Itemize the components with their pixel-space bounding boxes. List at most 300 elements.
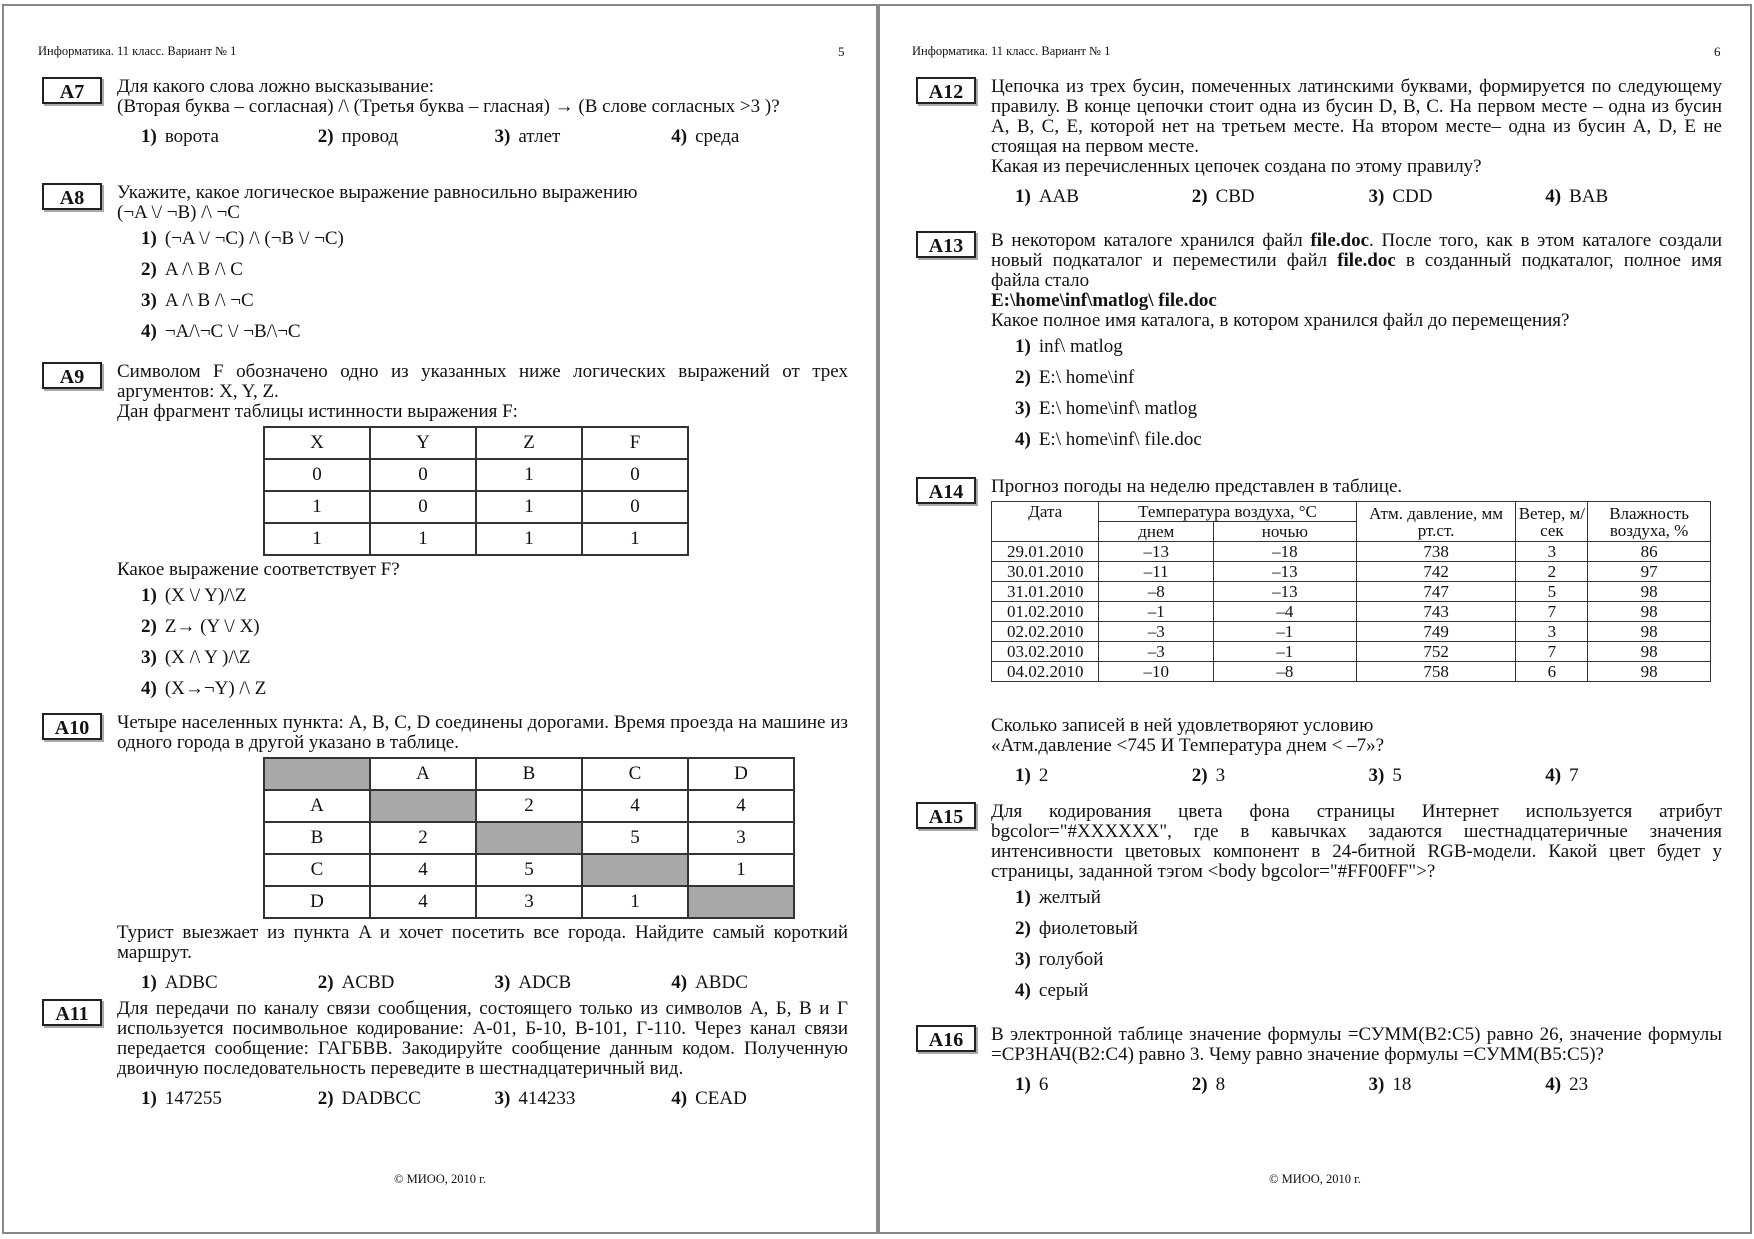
- running-header: Информатика. 11 класс. Вариант № 1: [38, 44, 237, 58]
- option-text: (X \/ Y)/\Z: [164, 585, 247, 606]
- answer-option[interactable]: [141, 642, 848, 673]
- answer-option[interactable]: [1192, 1075, 1369, 1095]
- table-cell: 98: [1588, 582, 1711, 602]
- table-cell: –8: [1214, 662, 1357, 682]
- table-cell: 01.02.2010: [992, 602, 1099, 622]
- answer-options: [117, 580, 848, 704]
- header-day: днем: [1099, 522, 1214, 542]
- option-number: 4): [1545, 186, 1562, 207]
- table-cell: –13: [1214, 582, 1357, 602]
- page-number: 6: [1714, 44, 1721, 59]
- question-text: Цепочка из трех бусин, помеченных латинскими буквами, формируется по следующему правилу. В конце цепочки стоит одна из бусин D, B, C. На первом месте – одна из бусин A, B, C, E, которой нет на третьем месте. На втором месте– одна из бусин A, D, E не стоящая на первом месте.: [991, 76, 1722, 157]
- answer-option[interactable]: [1369, 1075, 1546, 1095]
- question-body: [991, 802, 1722, 1006]
- option-text: ворота: [164, 126, 219, 147]
- question-text: [991, 291, 1722, 311]
- table-cell: 98: [1588, 662, 1711, 682]
- question-a12: [916, 77, 1722, 211]
- option-text: BAB: [1569, 186, 1609, 207]
- table-row: [264, 491, 688, 523]
- table-row: [992, 562, 1711, 582]
- question-number-box: A13: [916, 231, 976, 258]
- table-cell: D: [264, 886, 370, 918]
- question-body: [117, 183, 848, 347]
- question-text: [991, 231, 1722, 291]
- option-text: CDD: [1392, 186, 1433, 207]
- option-number: 1): [1015, 336, 1031, 357]
- table-cell: 0: [264, 459, 370, 491]
- page-number: 5: [838, 44, 845, 59]
- question-text: В электронной таблице значение формулы =СУММ(B2:C5) равно 26, значение формулы =СРЗНАЧ(B2:C4) равно 3. Чему равно значение формулы =СУММ(B5:C5)?: [991, 1024, 1722, 1065]
- table-cell: 98: [1588, 642, 1711, 662]
- table-row: [264, 427, 688, 459]
- table-cell: 1: [582, 886, 688, 918]
- answer-option[interactable]: [1192, 766, 1369, 786]
- option-number: 1): [1015, 887, 1031, 908]
- table-cell: B: [264, 822, 370, 854]
- answer-option[interactable]: [1015, 766, 1192, 786]
- header-date: Дата: [992, 502, 1099, 542]
- table-cell: 30.01.2010: [992, 562, 1099, 582]
- option-text: 7: [1569, 765, 1579, 786]
- option-text: A /\ B /\ ¬C: [164, 290, 254, 311]
- answer-options: [1015, 187, 1722, 207]
- table-cell: 742: [1356, 562, 1516, 582]
- option-number: 2): [1015, 367, 1031, 388]
- option-number: 3): [141, 290, 157, 311]
- answer-option[interactable]: [1545, 187, 1722, 207]
- table-cell: 1: [370, 523, 476, 555]
- question-text: Четыре населенных пункта: A, B, C, D соединены дорогами. Время проезда на машине из одного города в другой указано в таблице.: [117, 712, 848, 753]
- option-number: 4): [1015, 980, 1031, 1001]
- option-text: (¬A \/ ¬C) /\ (¬B \/ ¬C): [164, 228, 344, 249]
- table-cell: –1: [1099, 602, 1214, 622]
- table-cell: –1: [1214, 642, 1357, 662]
- header-pressure: Атм. давление, мм рт.ст.: [1356, 502, 1516, 542]
- table-cell: –8: [1099, 582, 1214, 602]
- table-cell: 1: [264, 491, 370, 523]
- table-cell: 31.01.2010: [992, 582, 1099, 602]
- option-number: 1): [141, 585, 157, 606]
- answer-options: [1015, 766, 1722, 786]
- table-cell: [264, 758, 370, 790]
- table-cell: –4: [1214, 602, 1357, 622]
- table-cell: 1: [688, 854, 794, 886]
- answer-options: [141, 973, 848, 993]
- option-number: 2): [141, 616, 157, 637]
- question-number-box: A10: [42, 713, 102, 740]
- table-cell: 1: [582, 523, 688, 555]
- question-text: Символом F обозначено одно из указанных ниже логических выражений от трех аргументов: X, Y, Z.: [117, 361, 848, 402]
- table-cell: 97: [1588, 562, 1711, 582]
- option-text: ADCB: [518, 972, 572, 993]
- question-body: [991, 231, 1722, 455]
- answer-option[interactable]: [1015, 975, 1722, 1006]
- answer-option[interactable]: [141, 316, 848, 347]
- table-cell: 3: [688, 822, 794, 854]
- header-night: ночью: [1214, 522, 1357, 542]
- answer-option[interactable]: [1015, 331, 1722, 362]
- text-run: . После того, как в этом каталоге создали новый подкаталог и переместили файл: [991, 230, 1722, 271]
- answer-option[interactable]: [141, 580, 848, 611]
- answer-option[interactable]: [318, 127, 495, 147]
- question-body: [117, 713, 848, 993]
- option-text: желтый: [1038, 887, 1101, 908]
- question-number-box: A8: [42, 183, 102, 210]
- question-body: [991, 77, 1722, 207]
- option-number: 2): [317, 126, 334, 147]
- question-body: [117, 999, 848, 1109]
- option-text: голубой: [1038, 949, 1104, 970]
- question-a10: [42, 713, 848, 997]
- question-text: Для какого слова ложно высказывание:: [117, 76, 435, 97]
- table-cell: –3: [1099, 622, 1214, 642]
- table-cell: 29.01.2010: [992, 542, 1099, 562]
- table-cell: –1: [1214, 622, 1357, 642]
- page-6: [878, 4, 1752, 1234]
- table-cell: 86: [1588, 542, 1711, 562]
- option-text: 147255: [164, 1088, 222, 1109]
- question-number-box: A14: [916, 477, 976, 504]
- question-body: [991, 477, 1722, 786]
- option-text: DADBCC: [341, 1088, 421, 1109]
- option-text: (X→¬Y) /\ Z: [164, 678, 267, 699]
- option-text: inf\ matlog: [1038, 336, 1123, 357]
- question-text: Укажите, какое логическое выражение равносильно выражению: [117, 182, 638, 203]
- table-row: [264, 790, 794, 822]
- table-cell: [476, 822, 582, 854]
- option-text: AAB: [1038, 186, 1079, 207]
- text-run: в созданный подкаталог, полное имя файла стало: [991, 250, 1722, 291]
- option-number: 2): [141, 259, 157, 280]
- table-cell: F: [582, 427, 688, 459]
- weather-table: [991, 501, 1711, 682]
- bold-filename: E:\home\inf\matlog\ file.doc: [991, 290, 1217, 311]
- option-number: 4): [141, 678, 157, 699]
- answer-option[interactable]: [141, 973, 318, 993]
- answer-option[interactable]: [141, 285, 848, 316]
- option-number: 3): [1368, 186, 1385, 207]
- option-number: 1): [141, 228, 157, 249]
- answer-option[interactable]: [1015, 882, 1722, 913]
- answer-option[interactable]: [141, 611, 848, 642]
- option-number: 3): [494, 972, 511, 993]
- option-text: ADBC: [164, 972, 218, 993]
- table-cell: 4: [370, 854, 476, 886]
- option-number: 2): [317, 1088, 334, 1109]
- table-cell: A: [370, 758, 476, 790]
- table-cell: 3: [1516, 542, 1588, 562]
- table-cell: 1: [476, 523, 582, 555]
- answer-option[interactable]: [1015, 362, 1722, 393]
- table-cell: 0: [370, 459, 476, 491]
- option-number: 2): [1191, 1074, 1208, 1095]
- question-text: (¬A \/ ¬B) /\ ¬C: [117, 202, 240, 223]
- table-row: [264, 822, 794, 854]
- question-text: Дан фрагмент таблицы истинности выражения F:: [117, 401, 518, 422]
- table-cell: B: [476, 758, 582, 790]
- question-a13: [916, 231, 1722, 455]
- table-cell: 0: [582, 491, 688, 523]
- answer-option[interactable]: [318, 973, 495, 993]
- table-cell: 7: [1516, 602, 1588, 622]
- table-cell: D: [688, 758, 794, 790]
- table-cell: 758: [1356, 662, 1516, 682]
- answer-option[interactable]: [671, 1089, 848, 1109]
- header-temperature: Температура воздуха, °C: [1099, 502, 1356, 522]
- answer-option[interactable]: [495, 1089, 672, 1109]
- answer-option[interactable]: [671, 973, 848, 993]
- table-cell: –13: [1099, 542, 1214, 562]
- answer-option[interactable]: [671, 127, 848, 147]
- question-number-box: A7: [42, 77, 102, 104]
- option-text: 18: [1392, 1074, 1412, 1095]
- option-text: ¬A/\¬C \/ ¬B/\¬C: [164, 321, 301, 342]
- option-text: атлет: [518, 126, 561, 147]
- question-a16: [916, 1025, 1722, 1099]
- option-text: E:\ home\inf\ matlog: [1038, 398, 1198, 419]
- bold-filename: file.doc: [1337, 250, 1396, 271]
- option-number: 1): [141, 1088, 157, 1109]
- answer-option[interactable]: [1015, 1075, 1192, 1095]
- question-a14: [916, 477, 1722, 790]
- answer-option[interactable]: [1015, 187, 1192, 207]
- option-number: 3): [494, 1088, 511, 1109]
- question-number-box: A16: [916, 1025, 976, 1052]
- table-row: [992, 642, 1711, 662]
- answer-option[interactable]: [141, 127, 318, 147]
- option-text: ACBD: [341, 972, 395, 993]
- table-cell: [688, 886, 794, 918]
- table-cell: Z: [476, 427, 582, 459]
- question-a8: [42, 183, 848, 347]
- table-row: [992, 602, 1711, 622]
- table-cell: 2: [1516, 562, 1588, 582]
- table-cell: 4: [582, 790, 688, 822]
- question-text: (Вторая буква – согласная) /\ (Третья буква – гласная) → (В слове согласных >3 )?: [117, 96, 780, 117]
- table-cell: –13: [1214, 562, 1357, 582]
- table-cell: C: [264, 854, 370, 886]
- answer-options: [1015, 1075, 1722, 1095]
- question-a15: [916, 802, 1722, 1006]
- option-number: 4): [1545, 765, 1562, 786]
- table-cell: [370, 790, 476, 822]
- option-text: E:\ home\inf: [1038, 367, 1135, 388]
- option-number: 2): [1015, 918, 1031, 939]
- answer-option[interactable]: [141, 254, 848, 285]
- question-body: [991, 1025, 1722, 1095]
- table-row: [992, 662, 1711, 682]
- table-cell: 5: [1516, 582, 1588, 602]
- option-number: 1): [141, 126, 157, 147]
- option-text: 8: [1215, 1074, 1226, 1095]
- table-cell: 98: [1588, 622, 1711, 642]
- bold-filename: file.doc: [1310, 230, 1370, 251]
- answer-option[interactable]: [1015, 944, 1722, 975]
- table-cell: 738: [1356, 542, 1516, 562]
- question-text: Для кодирования цвета фона страницы Интернет используется атрибут bgcolor="#XXXXXX", где в кавычках задаются шестнадцатеричные значения интенсивности цветовых компонент в 24-битной RGB-модели. Какой цвет будет у страницы, заданной тэгом <body bgcolor="#FF00FF">?: [991, 801, 1722, 882]
- table-cell: 1: [264, 523, 370, 555]
- option-number: 3): [494, 126, 511, 147]
- question-number-box: A12: [916, 77, 976, 104]
- table-row: [264, 459, 688, 491]
- question-text: Какое полное имя каталога, в котором хранился файл до перемещения?: [991, 310, 1570, 331]
- option-number: 2): [1191, 186, 1208, 207]
- answer-option[interactable]: [495, 973, 672, 993]
- option-text: CEAD: [695, 1088, 747, 1109]
- option-number: 3): [141, 647, 157, 668]
- question-text: Прогноз погоды на неделю представлен в таблице.: [991, 476, 1403, 497]
- table-row: [992, 542, 1711, 562]
- option-text: E:\ home\inf\ file.doc: [1038, 429, 1202, 450]
- option-text: 3: [1215, 765, 1226, 786]
- question-text: «Атм.давление <745 И Температура днем < –7»?: [991, 735, 1385, 756]
- table-cell: 2: [370, 822, 476, 854]
- answer-option[interactable]: [1192, 187, 1369, 207]
- option-text: среда: [695, 126, 740, 147]
- table-cell: 2: [476, 790, 582, 822]
- question-number-box: A15: [916, 802, 976, 829]
- truth-table: [263, 426, 689, 556]
- table-cell: 04.02.2010: [992, 662, 1099, 682]
- option-text: (X /\ Y )/\Z: [164, 647, 251, 668]
- question-number-box: A9: [42, 362, 102, 389]
- answer-options: [991, 882, 1722, 1006]
- question-text: Какое выражение соответствует F?: [117, 559, 400, 580]
- header-row: [992, 502, 1711, 522]
- answer-option[interactable]: [318, 1089, 495, 1109]
- answer-option[interactable]: [1369, 766, 1546, 786]
- table-cell: 5: [582, 822, 688, 854]
- table-cell: 0: [370, 491, 476, 523]
- answer-option[interactable]: [1015, 424, 1722, 455]
- table-cell: 03.02.2010: [992, 642, 1099, 662]
- footer-copyright: © МИОО, 2010 г.: [1268, 1172, 1362, 1186]
- answer-option[interactable]: [141, 673, 848, 704]
- option-number: 1): [1015, 186, 1031, 207]
- question-a7: [42, 77, 848, 151]
- answer-options: [117, 223, 848, 347]
- question-text: Турист выезжает из пункта A и хочет посетить все города. Найдите самый короткий маршрут.: [117, 922, 848, 963]
- option-number: 4): [671, 1088, 688, 1109]
- distance-table: [263, 757, 795, 919]
- option-text: серый: [1038, 980, 1089, 1001]
- table-cell: 752: [1356, 642, 1516, 662]
- answer-option[interactable]: [1015, 913, 1722, 944]
- question-number-box: A11: [42, 999, 102, 1026]
- text-run: В некотором каталоге хранился файл: [991, 230, 1311, 251]
- option-text: 5: [1392, 765, 1402, 786]
- option-text: A /\ B /\ C: [164, 259, 243, 280]
- answer-option[interactable]: [495, 127, 672, 147]
- option-number: 3): [1015, 949, 1031, 970]
- option-number: 3): [1015, 398, 1031, 419]
- answer-option[interactable]: [141, 1089, 318, 1109]
- option-text: ABDC: [695, 972, 748, 993]
- table-row: [992, 622, 1711, 642]
- header-humidity: Влажность воздуха, %: [1588, 502, 1711, 542]
- question-text: Сколько записей в ней удовлетворяют условию: [991, 715, 1374, 736]
- footer-copyright: © МИОО, 2010 г.: [393, 1172, 487, 1186]
- question-a11: [42, 999, 848, 1113]
- answer-options: [141, 1089, 848, 1109]
- option-number: 4): [1015, 429, 1031, 450]
- table-cell: –18: [1214, 542, 1357, 562]
- answer-option[interactable]: [1369, 187, 1546, 207]
- table-cell: –10: [1099, 662, 1214, 682]
- running-header: Информатика. 11 класс. Вариант № 1: [912, 44, 1111, 58]
- option-number: 3): [1368, 765, 1385, 786]
- table-cell: 4: [370, 886, 476, 918]
- table-cell: 7: [1516, 642, 1588, 662]
- table-cell: 1: [476, 491, 582, 523]
- answer-option[interactable]: [141, 223, 848, 254]
- option-number: 4): [141, 321, 157, 342]
- question-text: Какая из перечисленных цепочек создана по этому правилу?: [991, 156, 1482, 177]
- table-row: [992, 582, 1711, 602]
- option-number: 4): [671, 126, 688, 147]
- option-number: 2): [317, 972, 334, 993]
- table-cell: 743: [1356, 602, 1516, 622]
- option-number: 4): [1545, 1074, 1562, 1095]
- option-number: 1): [1015, 1074, 1031, 1095]
- table-cell: 1: [476, 459, 582, 491]
- option-text: провод: [341, 126, 399, 147]
- question-body: [117, 77, 848, 147]
- option-number: 1): [141, 972, 157, 993]
- table-cell: A: [264, 790, 370, 822]
- spacer: [991, 686, 1722, 716]
- option-text: 414233: [518, 1088, 576, 1109]
- table-cell: 5: [476, 854, 582, 886]
- table-cell: 6: [1516, 662, 1588, 682]
- table-cell: –11: [1099, 562, 1214, 582]
- table-row: [264, 854, 794, 886]
- option-number: 4): [671, 972, 688, 993]
- table-cell: Y: [370, 427, 476, 459]
- table-cell: 747: [1356, 582, 1516, 602]
- table-cell: C: [582, 758, 688, 790]
- answer-option[interactable]: [1545, 1075, 1722, 1095]
- header-wind: Ветер, м/сек: [1516, 502, 1588, 542]
- option-text: CBD: [1215, 186, 1255, 207]
- answer-options: [991, 331, 1722, 455]
- option-number: 1): [1015, 765, 1031, 786]
- table-cell: [582, 854, 688, 886]
- table-cell: 02.02.2010: [992, 622, 1099, 642]
- table-cell: X: [264, 427, 370, 459]
- question-body: [117, 362, 848, 704]
- option-number: 3): [1368, 1074, 1385, 1095]
- table-row: [264, 523, 688, 555]
- table-cell: 749: [1356, 622, 1516, 642]
- question-text: Для передачи по каналу связи сообщения, состоящего только из символов А, Б, В и Г используется посимвольное кодирование: А-01, Б-10, В-101, Г-110. Через канал связи передается сообщение: ГАГБВВ. Закодируйте сообщение данным кодом. Полученную двоичную последовательность переведите в шестнадцатеричный вид.: [117, 998, 848, 1079]
- page-5: [2, 4, 878, 1234]
- table-cell: 0: [582, 459, 688, 491]
- table-cell: 4: [688, 790, 794, 822]
- answer-option[interactable]: [1545, 766, 1722, 786]
- option-text: 2: [1038, 765, 1049, 786]
- table-cell: 3: [1516, 622, 1588, 642]
- option-text: фиолетовый: [1038, 918, 1138, 939]
- table-cell: 98: [1588, 602, 1711, 622]
- table-cell: 3: [476, 886, 582, 918]
- table-row: [264, 886, 794, 918]
- table-row: [264, 758, 794, 790]
- answer-options: [141, 127, 848, 147]
- answer-option[interactable]: [1015, 393, 1722, 424]
- option-text: Z→ (Y \/ X): [164, 616, 260, 637]
